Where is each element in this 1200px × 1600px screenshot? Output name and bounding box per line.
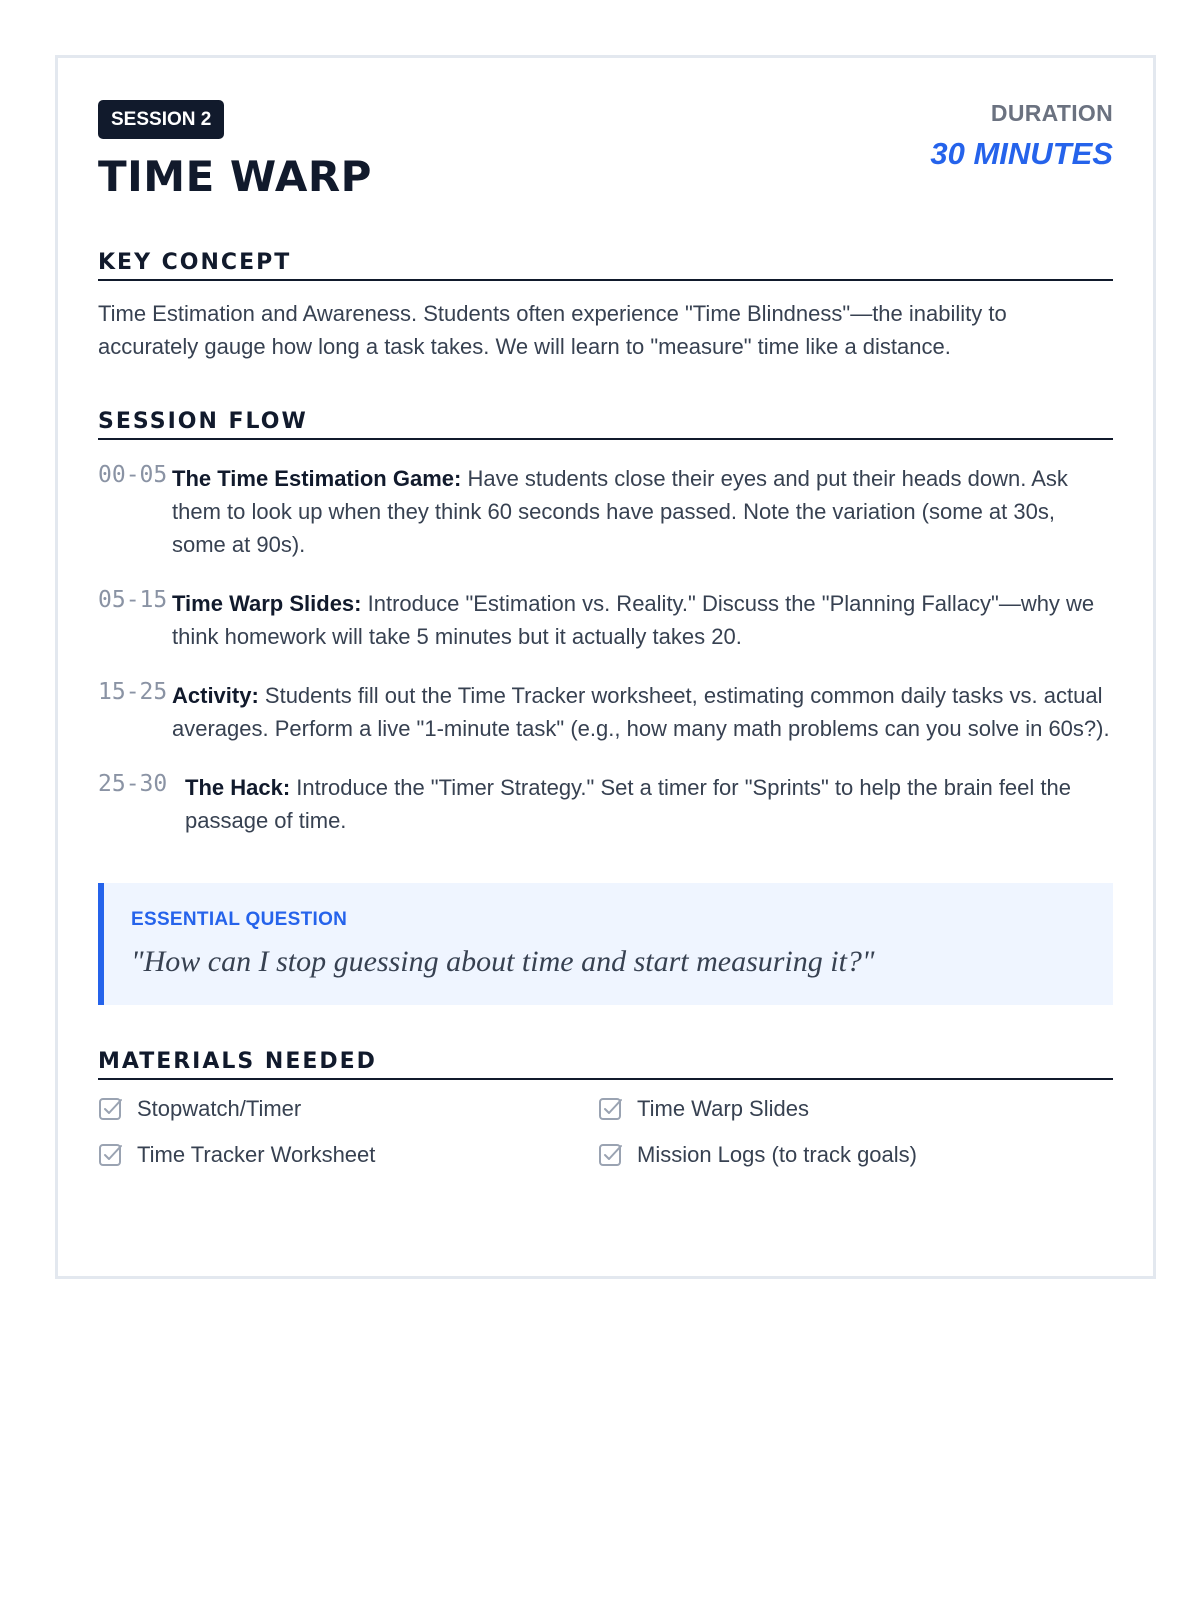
flow-time: 05-15 xyxy=(98,587,168,613)
flow-item xyxy=(98,771,1113,837)
duration-value: 30 MINUTES xyxy=(930,136,1113,171)
material-label: Time Warp Slides xyxy=(637,1096,809,1121)
flow-time: 15-25 xyxy=(98,679,168,705)
session-flow-heading: SESSION FLOW xyxy=(98,409,1113,440)
materials-list xyxy=(98,1092,1113,1172)
flow-item xyxy=(98,679,1113,745)
flow-text xyxy=(172,771,1113,837)
session-header xyxy=(98,100,1113,250)
material-item xyxy=(598,1138,1113,1172)
key-concept-text: Time Estimation and Awareness. Students often experience "Time Blindness"—the inability to accurately gauge how long a task takes. We will learn to "measure" time like a distance. xyxy=(98,301,1007,359)
flow-time: 25-30 xyxy=(98,771,168,797)
flow-item xyxy=(98,587,1113,653)
flow-text xyxy=(172,587,1113,653)
checkbox-checked-icon xyxy=(598,1096,624,1122)
key-concept-heading: KEY CONCEPT xyxy=(98,250,1113,281)
material-item xyxy=(98,1138,598,1172)
session-badge: SESSION 2 xyxy=(98,100,224,139)
materials-section xyxy=(98,1049,1113,1172)
flow-item-title: Activity: xyxy=(172,683,259,708)
flow-item-description: Have students close their eyes and put their heads down. Ask them to look up when they think 60 seconds have passed. Note the variation (some at 30s, some at 90s). xyxy=(172,466,1068,557)
flow-item-description: Students fill out the Time Tracker worksheet, estimating common daily tasks vs. actual averages. Perform a live "1-minute task" (e.g., how many math problems can you solve in 60s?). xyxy=(172,683,1110,741)
material-item xyxy=(98,1092,598,1126)
flow-item-title: Time Warp Slides: xyxy=(172,591,362,616)
checkbox-checked-icon xyxy=(98,1142,124,1168)
session-card xyxy=(55,55,1156,1279)
duration-label: DURATION xyxy=(990,100,1113,126)
material-label: Stopwatch/Timer xyxy=(137,1096,302,1121)
flow-text xyxy=(172,679,1113,745)
checkbox-checked-icon xyxy=(598,1142,624,1168)
flow-time: 00-05 xyxy=(98,462,168,488)
flow-item-description: Introduce the "Timer Strategy." Set a timer for "Sprints" to help the brain feel the passage of time. xyxy=(185,775,1071,833)
essential-question-callout xyxy=(98,883,1113,1005)
flow-item xyxy=(98,462,1113,561)
material-item xyxy=(598,1092,1113,1126)
essential-question-quote: "How can I stop guessing about time and start measuring it?" xyxy=(131,945,875,978)
flow-text xyxy=(172,462,1113,561)
session-flow-section xyxy=(98,409,1113,837)
page-title: TIME WARP xyxy=(98,152,372,201)
flow-item-title: The Time Estimation Game: xyxy=(172,466,462,491)
materials-heading: MATERIALS NEEDED xyxy=(98,1049,1113,1080)
essential-question-label: ESSENTIAL QUESTION xyxy=(131,909,348,930)
material-label: Time Tracker Worksheet xyxy=(137,1142,376,1167)
material-label: Mission Logs (to track goals) xyxy=(637,1142,917,1167)
key-concept-section xyxy=(98,250,1113,363)
checkbox-checked-icon xyxy=(98,1096,124,1122)
flow-item-description: Introduce "Estimation vs. Reality." Discuss the "Planning Fallacy"—why we think homework will take 5 minutes but it actually takes 20. xyxy=(172,591,1095,649)
flow-list xyxy=(98,462,1113,837)
flow-item-title: The Hack: xyxy=(185,775,291,800)
